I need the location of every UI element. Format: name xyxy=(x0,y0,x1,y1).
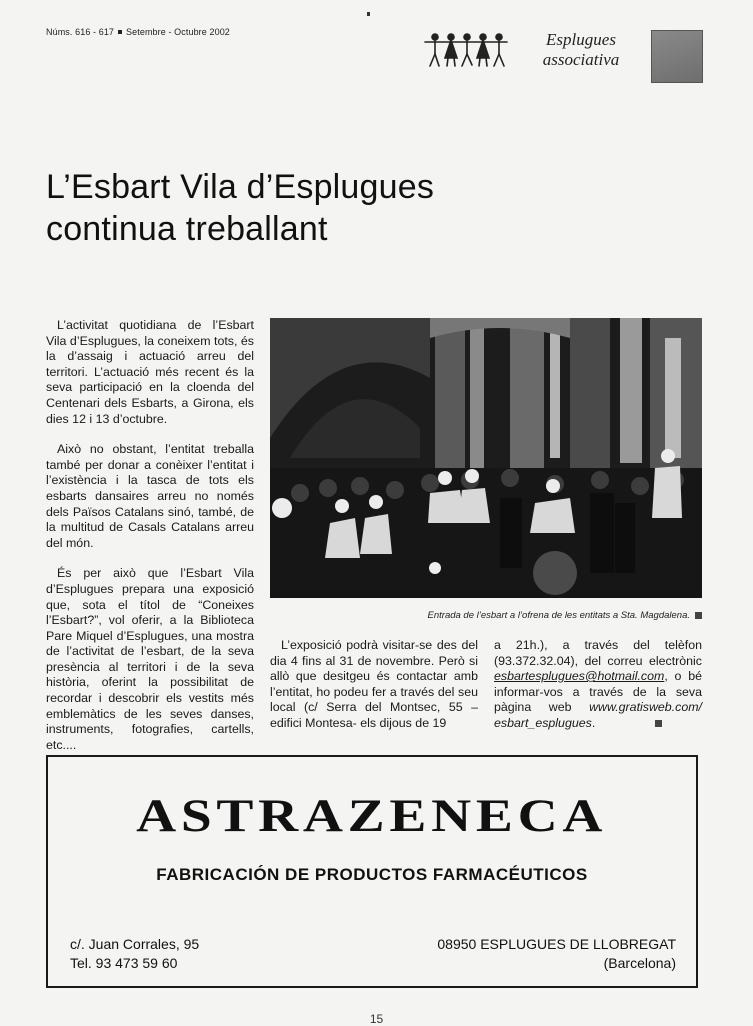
dance-photo xyxy=(270,318,702,598)
contact-text-2: , o bé informar-vos a través de la seva pàgina web xyxy=(494,669,702,715)
article-headline xyxy=(46,166,526,250)
contact-text: a 21h.), a través del telèfon (93.372.32.04), del correu electrònic xyxy=(494,638,702,668)
ad-address-left xyxy=(70,935,199,973)
photo-caption xyxy=(372,610,702,621)
ad-city: 08950 ESPLUGUES DE LLOBREGAT xyxy=(437,936,676,952)
sentence-end: . xyxy=(591,715,596,730)
paragraph: És per això que l’Esbart Vila d’Esplugues prepara una exposició que, sota el títol de “Coneixes l’Esbart?”, vol oferir, a la Biblioteca Pare Miquel d’Esplugues, una mostra de l’activitat de l’esbart, de la seva presència al territori i de la seva història, oferint la possibilitat de recordar i descobrir els vestits més emblemàtics de les seves danses, instruments, fotografies, cartells, etc.... xyxy=(46,566,254,752)
paragraph: L’activitat quotidiana de l’Esbart Vila d’Esplugues, la coneixem tots, és la d’assaig i actuació arreu del territori. L’actuació més recent és la seva participació en la cloenda del Centenari dels Esbarts, a Girona, els dies 12 i 13 d’octubre. xyxy=(46,318,254,426)
email-link[interactable]: esbartesplugues@hotmail.com xyxy=(494,669,665,684)
ad-province: (Barcelona) xyxy=(603,955,676,971)
dancers-silhouette-icon xyxy=(423,32,509,70)
end-mark-icon xyxy=(655,720,662,727)
ad-brand xyxy=(48,789,696,843)
headline-line-2: continua treballant xyxy=(46,210,328,248)
section-color-block xyxy=(651,30,703,83)
ad-subtitle: FABRICACIÓN DE PRODUCTOS FARMACÉUTICOS xyxy=(156,865,588,884)
issue-number: Núms. 616 - 617 xyxy=(46,27,115,37)
section-title xyxy=(522,30,640,70)
headline-line-1: L’Esbart Vila d’Esplugues xyxy=(46,168,435,206)
bullet-square-icon xyxy=(118,30,122,34)
web-link-path[interactable]: esbart_esplugues xyxy=(494,715,592,730)
section-title-line-1: Esplugues xyxy=(546,30,616,49)
paragraph: L’exposició podrà visitar-se des del dia 4 fins al 31 de novembre. Però si allò que desitgeu és contactar amb l’entitat, ho podeu fer a través del seu local (c/ Serra del Montsec, 55 – edifici Montesa- els dijous de 19 xyxy=(270,638,478,730)
page-number: 15 xyxy=(369,1012,384,1026)
contact-paragraph xyxy=(494,638,702,732)
advertisement-box xyxy=(46,755,698,988)
issue-info xyxy=(46,27,230,37)
article-column-3 xyxy=(494,638,702,732)
photo-caption-text: Entrada de l’esbart a l’ofrena de les entitats a Sta. Magdalena. xyxy=(427,610,690,621)
end-mark-icon xyxy=(695,612,702,619)
article-column-2 xyxy=(270,638,478,732)
ad-street: c/. Juan Corrales, 95 xyxy=(70,936,200,952)
web-link[interactable]: www.gratisweb.com/ xyxy=(589,700,702,715)
ad-brand-text: ASTRAZENECA xyxy=(136,790,608,842)
paragraph: Això no obstant, l’entitat treballa també per donar a conèixer l’entitat i l’existència i la tasca de tots els esbarts dansaires arreu no només dels Països Catalans sinó, també, de la multitud de Casals Catalans arreu del món. xyxy=(46,442,254,550)
article-column-1 xyxy=(46,318,254,768)
ad-address-right xyxy=(437,935,676,973)
ad-phone: Tel. 93 473 59 60 xyxy=(70,955,178,971)
issue-date: Setembre - Octubre 2002 xyxy=(126,27,230,37)
print-speck xyxy=(367,12,370,16)
section-title-line-2: associativa xyxy=(542,50,620,69)
